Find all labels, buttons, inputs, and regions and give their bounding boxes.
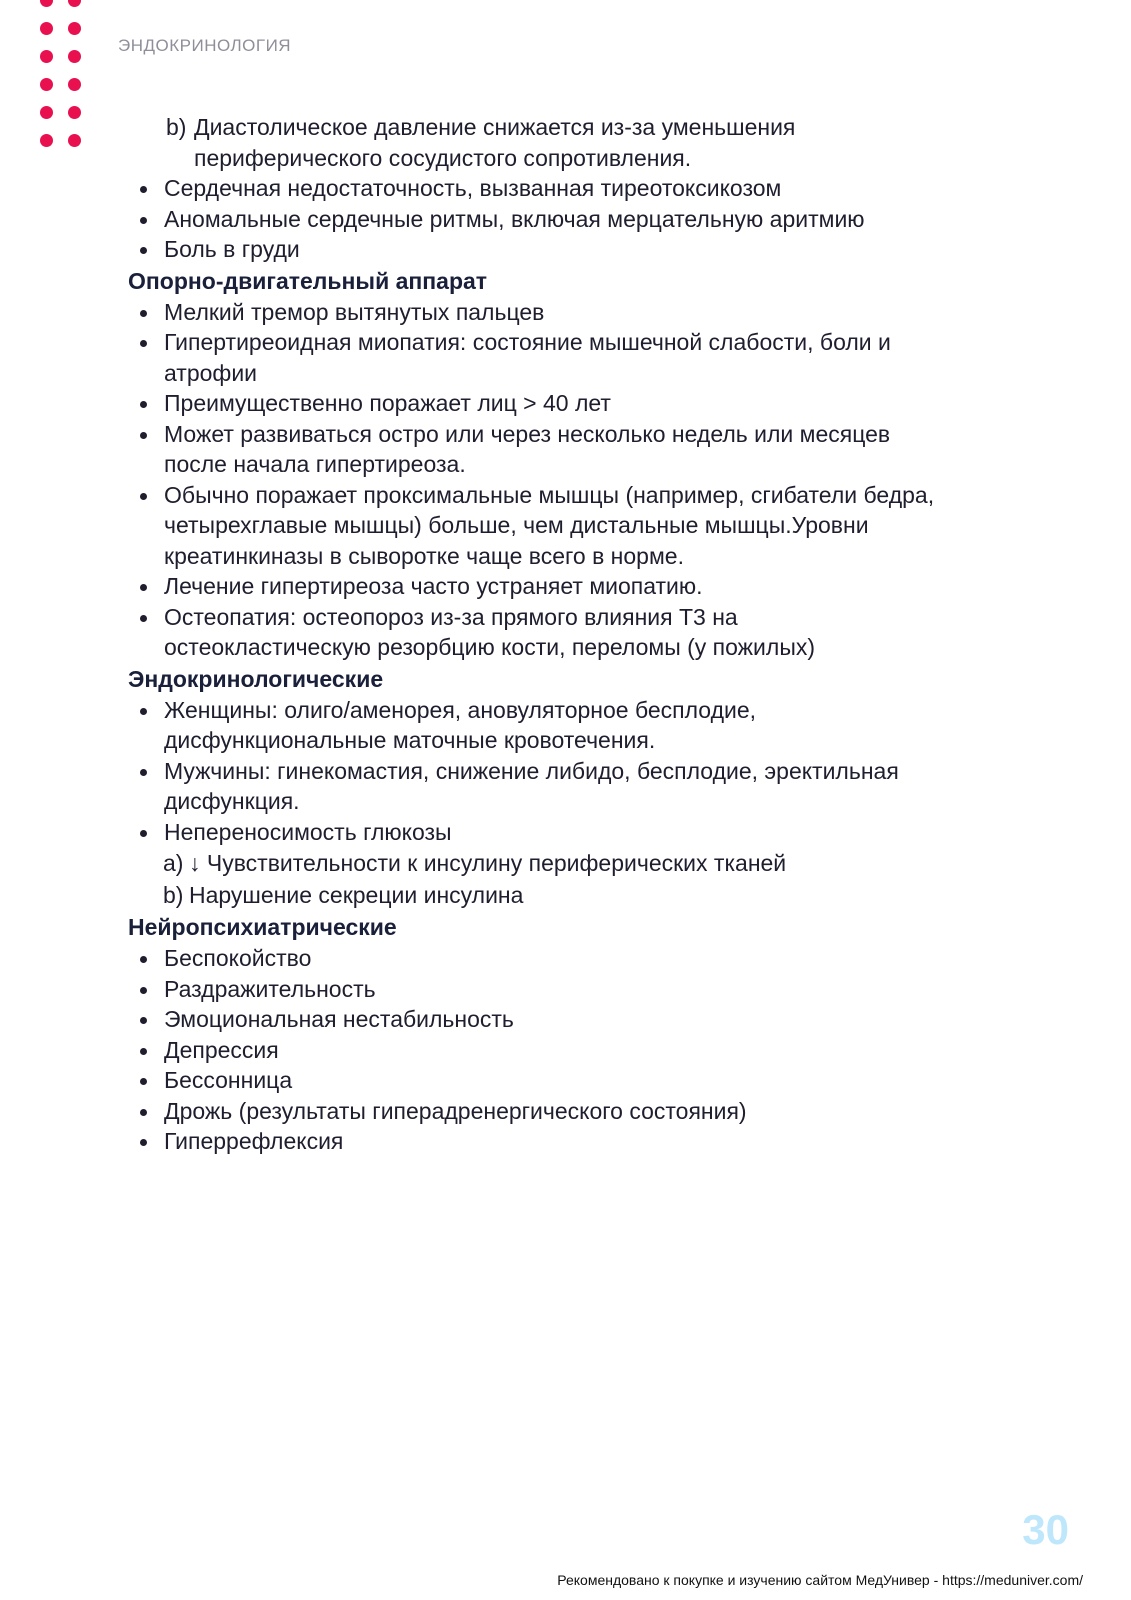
dot-icon: [40, 22, 53, 35]
page-content: [128, 112, 1028, 1157]
bullet-icon: [140, 493, 147, 500]
dot-icon: [68, 50, 81, 63]
bullet-icon: [140, 217, 147, 224]
list-item: Дрожь (результаты гиперадренергического состояния): [128, 1096, 1028, 1127]
list-item: Боль в груди: [128, 234, 1028, 265]
list-item: Депрессия: [128, 1035, 1028, 1066]
bullet-icon: [140, 1048, 147, 1055]
list-item: Аномальные сердечные ритмы, включая мерцательную аритмию: [128, 204, 1028, 235]
list-item: Остеопатия: остеопороз из-за прямого влияния Т3 на остеокластическую резорбцию кости, переломы (у пожилых): [128, 602, 1028, 663]
list-item: Обычно поражает проксимальные мышцы (например, сгибатели бедра, четырехглавые мышцы) больше, чем дистальные мышцы.Уровни креатинкиназы в сыворотке чаще всего в норме.: [128, 480, 1028, 572]
dot-icon: [68, 134, 81, 147]
bullet-icon: [140, 987, 147, 994]
list-item: Женщины: олиго/аменорея, ановуляторное бесплодие, дисфункциональные маточные кровотечения.: [128, 695, 1028, 756]
bullet-icon: [140, 1078, 147, 1085]
list-item: Может развиваться остро или через несколько недель или месяцев после начала гипертиреоза.: [128, 419, 1028, 480]
musculo-list: [128, 297, 1028, 663]
subitem-text: Диастолическое давление снижается из-за уменьшения периферического сосудистого сопротивления.: [194, 114, 796, 171]
bullet-icon: [140, 956, 147, 963]
bullet-icon: [140, 310, 147, 317]
bullet-icon: [140, 830, 147, 837]
list-item: Непереносимость глюкозы: [128, 817, 1028, 848]
list-item: Мелкий тремор вытянутых пальцев: [128, 297, 1028, 328]
continued-subitem: [166, 112, 1028, 173]
subitem-marker: b): [166, 114, 187, 140]
footer-note: Рекомендовано к покупке и изучению сайтом МедУнивер - https://meduniver.com/: [557, 1572, 1083, 1588]
dot-icon: [40, 106, 53, 119]
list-item: Бессонница: [128, 1065, 1028, 1096]
list-item: Гиперрефлексия: [128, 1126, 1028, 1157]
dot-icon: [68, 78, 81, 91]
running-head: ЭНДОКРИНОЛОГИЯ: [118, 36, 292, 55]
endo-list: [128, 695, 1028, 912]
dot-icon: [40, 50, 53, 63]
list-item: Гипертиреоидная миопатия: состояние мышечной слабости, боли и атрофии: [128, 327, 1028, 388]
dot-icon: [40, 134, 53, 147]
section-heading: Нейропсихиатрические: [128, 914, 397, 940]
list-item: Беспокойство: [128, 943, 1028, 974]
bullet-icon: [140, 186, 147, 193]
dot-icon: [68, 22, 81, 35]
dot-icon: [40, 0, 53, 7]
list-item: Эмоциональная нестабильность: [128, 1004, 1028, 1035]
bullet-icon: [140, 584, 147, 591]
section-heading: Опорно-двигательный аппарат: [128, 267, 488, 294]
bullet-icon: [140, 708, 147, 715]
section-heading: Эндокринологические: [128, 665, 384, 692]
bullet-icon: [140, 432, 147, 439]
sub-list-item: b) Нарушение секреции инсулина: [163, 882, 524, 908]
cardio-list: [128, 173, 1028, 265]
bullet-icon: [140, 247, 147, 254]
page-number: 30: [1022, 1506, 1069, 1553]
list-item: Раздражительность: [128, 974, 1028, 1005]
list-item: Мужчины: гинекомастия, снижение либидо, бесплодие, эректильная дисфункция.: [128, 756, 1028, 817]
bullet-icon: [140, 615, 147, 622]
bullet-icon: [140, 1139, 147, 1146]
dot-icon: [68, 106, 81, 119]
list-item: Сердечная недостаточность, вызванная тиреотоксикозом: [128, 173, 1028, 204]
bullet-icon: [140, 340, 147, 347]
dot-icon: [40, 78, 53, 91]
neuro-list: [128, 943, 1028, 1157]
list-item: Лечение гипертиреоза часто устраняет миопатию.: [128, 571, 1028, 602]
bullet-icon: [140, 1017, 147, 1024]
dot-icon: [68, 0, 81, 7]
bullet-icon: [140, 401, 147, 408]
sub-list-item: a) ↓ Чувствительности к инсулину периферических тканей: [163, 850, 787, 876]
list-item: Преимущественно поражает лиц > 40 лет: [128, 388, 1028, 419]
bullet-icon: [140, 769, 147, 776]
bullet-icon: [140, 1109, 147, 1116]
